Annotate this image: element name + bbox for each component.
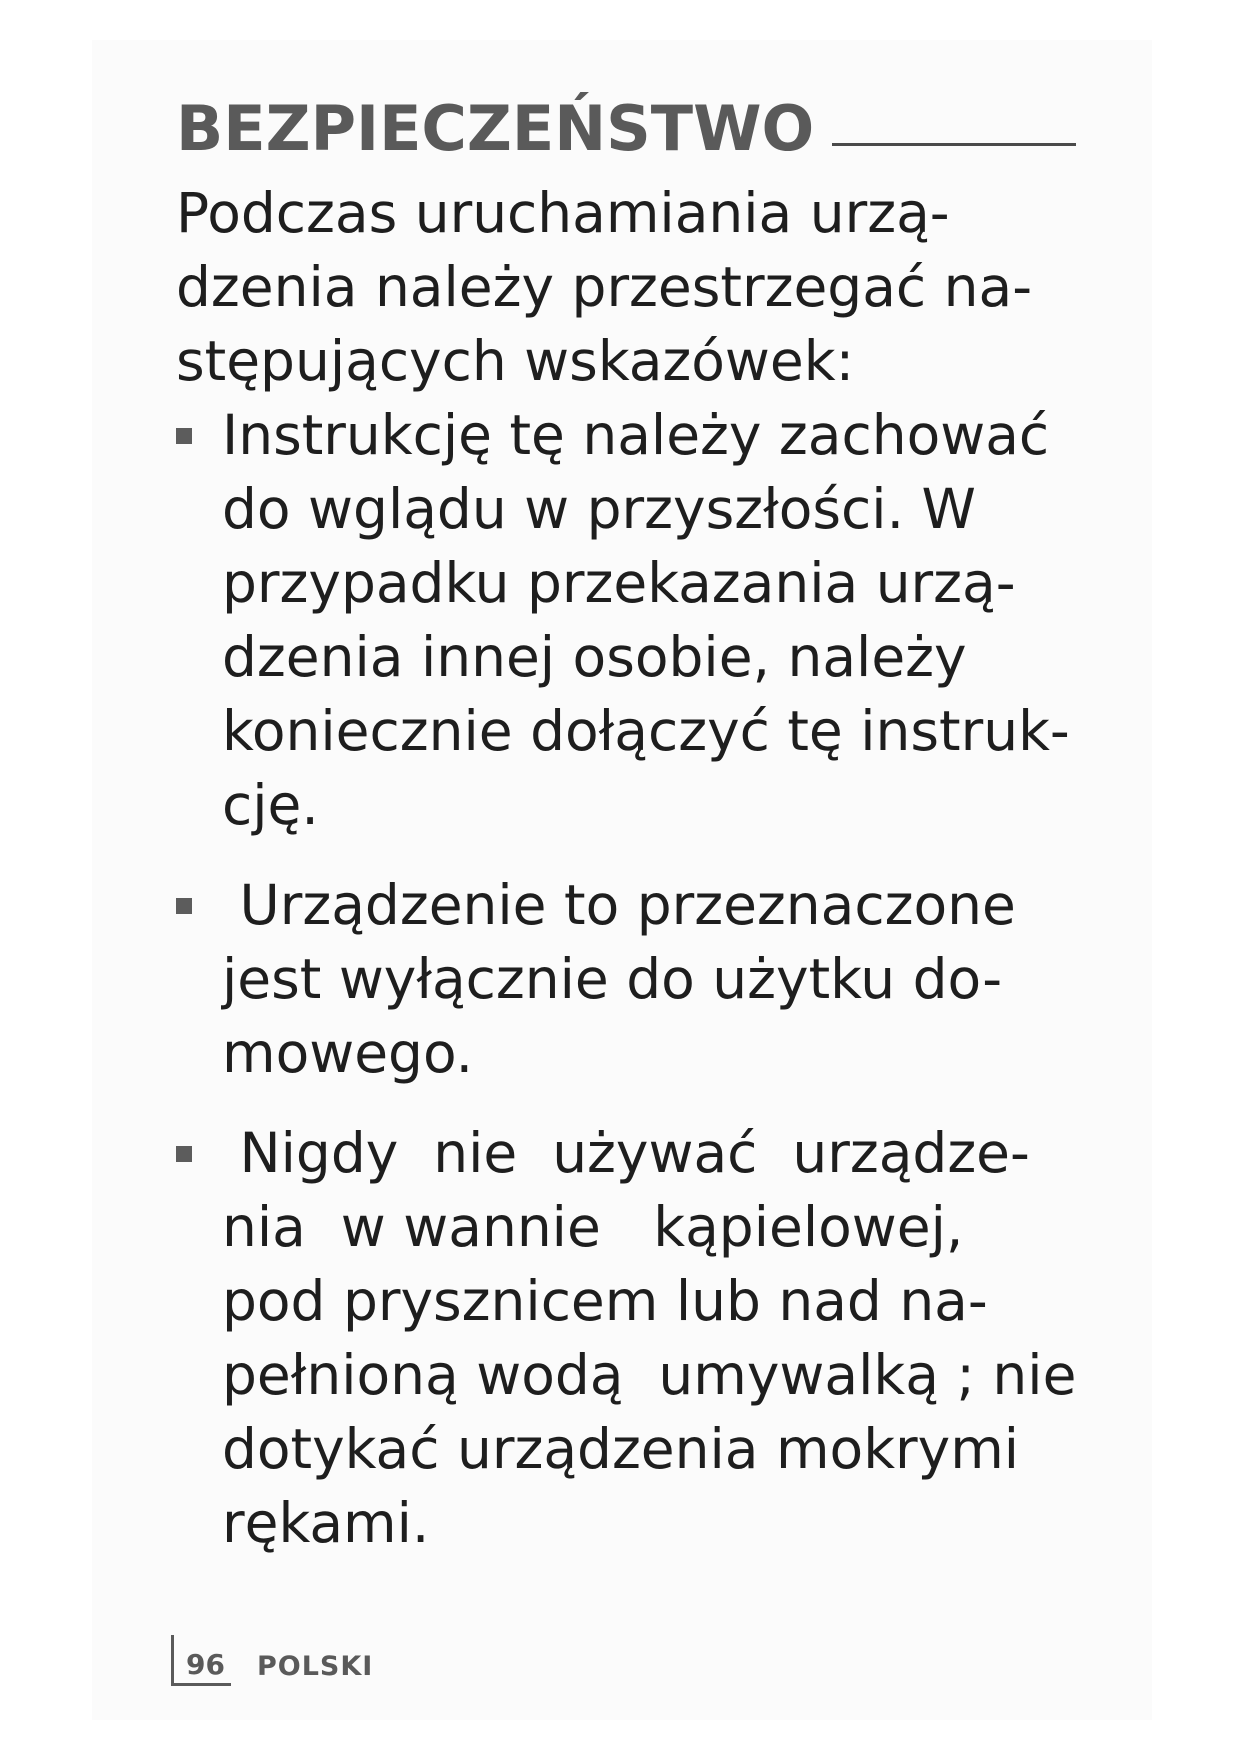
list-item bbox=[176, 868, 1126, 1090]
square-bullet-icon bbox=[176, 428, 192, 444]
safety-instructions-list bbox=[176, 398, 1126, 1560]
intro-line: stępujących wskazówek: bbox=[176, 329, 855, 393]
square-bullet-icon bbox=[176, 1146, 192, 1162]
list-item-text bbox=[222, 868, 1126, 1090]
square-bullet-icon bbox=[176, 898, 192, 914]
list-item-line: mowego. bbox=[222, 1021, 474, 1085]
list-item bbox=[176, 398, 1126, 842]
list-item-line: pełnioną wodą umywalką ; nie bbox=[222, 1343, 1077, 1407]
intro-line: dzenia należy przestrzegać na- bbox=[176, 255, 1033, 319]
page-footer bbox=[171, 1636, 373, 1686]
intro-line: Podczas uruchamiania urzą- bbox=[176, 181, 950, 245]
list-item-line: nia w wannie kąpielowej, bbox=[222, 1195, 964, 1259]
section-heading: BEZPIECZEŃSTWO bbox=[176, 92, 815, 165]
list-item-text bbox=[222, 398, 1126, 842]
page-number: 96 bbox=[186, 1648, 225, 1681]
intro-paragraph bbox=[176, 176, 1126, 398]
language-label: POLSKI bbox=[256, 1651, 374, 1682]
list-item-line: koniecznie dołączyć tę instruk- bbox=[222, 699, 1070, 763]
list-item-line: przypadku przekazania urzą- bbox=[222, 551, 1016, 615]
list-item-line: dzenia innej osobie, należy bbox=[222, 625, 967, 689]
list-item-line: rękami. bbox=[222, 1491, 430, 1555]
list-item-line: pod prysznicem lub nad na- bbox=[222, 1269, 988, 1333]
list-item-line: cję. bbox=[222, 773, 319, 837]
list-item-line: Instrukcję tę należy zachować bbox=[222, 403, 1050, 467]
list-item-line: Nigdy nie używać urządze- bbox=[222, 1121, 1030, 1185]
list-item-line: Urządzenie to przeznaczone bbox=[222, 873, 1016, 937]
list-item-text bbox=[222, 1116, 1126, 1560]
main-content bbox=[176, 176, 1126, 1560]
list-item-line: dotykać urządzenia mokrymi bbox=[222, 1417, 1020, 1481]
list-item-line: do wglądu w przyszłości. W bbox=[222, 477, 976, 541]
page-number-mark bbox=[171, 1635, 231, 1686]
list-item bbox=[176, 1116, 1126, 1560]
list-item-line: jest wyłącznie do użytku do- bbox=[222, 947, 1003, 1011]
section-heading-row bbox=[176, 80, 1076, 165]
heading-rule bbox=[832, 143, 1076, 146]
